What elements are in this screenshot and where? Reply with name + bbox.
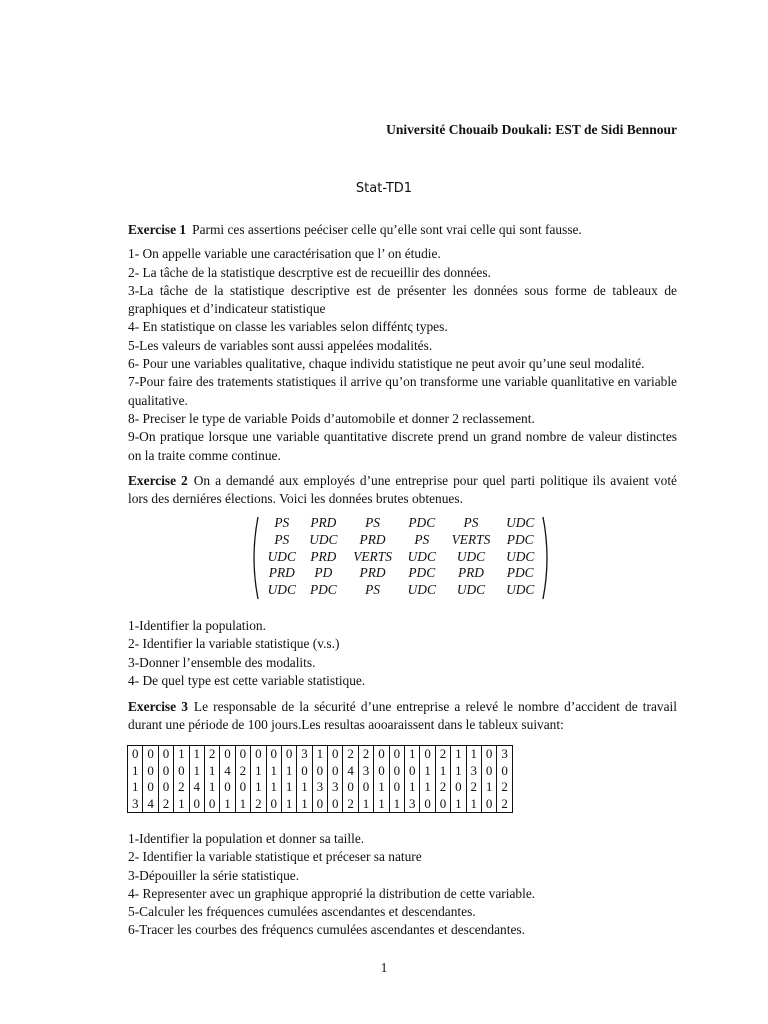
- matrix-row: [261, 582, 541, 599]
- grid-cell: 0: [497, 763, 512, 780]
- matrix-cell: UDC: [506, 582, 535, 598]
- grid-cell: 0: [420, 796, 435, 813]
- grid-cell: 1: [358, 796, 373, 813]
- exercise-1-item: 9-On pratique lorsque une variable quantitative discrete prend un grand nombre de valeur distinctes on la traite comme continue.: [128, 429, 677, 463]
- grid-cell: 0: [143, 779, 158, 796]
- exercise-3-questions: [128, 830, 677, 940]
- grid-cell: 0: [143, 746, 158, 763]
- grid-row: [128, 746, 513, 763]
- grid-cell: 0: [420, 746, 435, 763]
- grid-cell: 2: [158, 796, 173, 813]
- grid-cell: 1: [374, 796, 389, 813]
- matrix-cell: PS: [365, 515, 380, 530]
- grid-cell: 1: [220, 796, 235, 813]
- grid-cell: 1: [189, 746, 204, 763]
- grid-cell: 2: [497, 796, 512, 813]
- exercise-3: [128, 698, 677, 735]
- matrix-cell: PRD: [359, 531, 386, 547]
- exercise-1-item: 8- Preciser le type de variable Poids d’automobile et donner 2 reclassement.: [128, 410, 535, 426]
- grid-cell: 2: [497, 779, 512, 796]
- matrix-cell: PRD: [310, 515, 337, 530]
- grid-cell: 0: [235, 746, 250, 763]
- grid-cell: 1: [204, 763, 219, 780]
- matrix-cell: PD: [314, 565, 333, 581]
- exercise-1-item: 6- Pour une variables qualitative, chaque individu statistique ne peut avoir qu’une seul modalité.: [128, 356, 645, 372]
- grid-row: [128, 779, 513, 796]
- exercise-2: [128, 472, 677, 509]
- grid-cell: 0: [481, 763, 496, 780]
- exercise-2-question: 1-Identifier la population.: [128, 618, 266, 633]
- matrix-cell: UDC: [506, 515, 535, 530]
- exercise-3-title: Exercise 3: [128, 699, 188, 714]
- grid-cell: 1: [451, 763, 466, 780]
- exercise-1-item: 3-La tâche de la statistique descriptive est de présenter les données sous forme de tableaux de graphiques et d’indicateur statistique: [128, 282, 677, 317]
- grid-cell: 1: [420, 779, 435, 796]
- grid-cell: 1: [481, 779, 496, 796]
- exercise-3-intro: Exercise 3 Le responsable de la sécurité d’une entreprise a relevé le nombre d’accident de travail durant une période de 100 jours.Les resultas aooaraissent dans le tableux suivant:: [128, 699, 677, 733]
- matrix-cell: PS: [274, 515, 290, 530]
- grid-cell: 1: [405, 779, 420, 796]
- exercise-1-item: 7-Pour faire des tratements statistiques il arrive qu’on transforme une variable quanlitative en variable qualitative.: [128, 374, 677, 408]
- grid-cell: 0: [189, 796, 204, 813]
- matrix-cell: UDC: [309, 531, 338, 547]
- grid-cell: 2: [435, 746, 450, 763]
- matrix-cell: UDC: [407, 582, 436, 598]
- grid-cell: 1: [251, 779, 266, 796]
- grid-cell: 2: [174, 779, 189, 796]
- grid-cell: 4: [143, 796, 158, 813]
- grid-cell: 1: [297, 779, 312, 796]
- grid-row: [128, 763, 513, 780]
- document-subtitle: Stat-TD1: [355, 181, 413, 196]
- exercise-3-question: 6-Tracer les courbes des fréquencs cumulées ascendantes et descendantes.: [128, 922, 525, 938]
- grid-cell: 0: [220, 746, 235, 763]
- grid-cell: 0: [312, 763, 327, 780]
- grid-cell: 1: [174, 796, 189, 813]
- grid-cell: 2: [343, 746, 358, 763]
- matrix-cell: UDC: [456, 548, 486, 564]
- grid-cell: 2: [358, 746, 373, 763]
- grid-cell: 1: [189, 763, 204, 780]
- university-header: Université Chouaib Doukali: EST de Sidi Bennour: [386, 122, 677, 137]
- grid-cell: 1: [466, 796, 481, 813]
- grid-cell: 0: [343, 779, 358, 796]
- matrix-cell: PDC: [408, 565, 436, 581]
- grid-cell: 2: [204, 746, 219, 763]
- grid-cell: 1: [266, 779, 281, 796]
- grid-cell: 0: [158, 746, 173, 763]
- grid-cell: 3: [405, 796, 420, 813]
- grid-cell: 1: [466, 746, 481, 763]
- grid-cell: 2: [435, 779, 450, 796]
- grid-cell: 1: [312, 746, 327, 763]
- matrix-cell: PRD: [359, 565, 386, 581]
- grid-cell: 2: [235, 763, 250, 780]
- grid-cell: 0: [297, 763, 312, 780]
- grid-cell: 1: [451, 746, 466, 763]
- grid-cell: 3: [312, 779, 327, 796]
- grid-row: [128, 796, 513, 813]
- matrix-cell: UDC: [506, 548, 535, 564]
- grid-cell: 1: [235, 796, 250, 813]
- grid-cell: 1: [174, 746, 189, 763]
- matrix-table: [261, 515, 541, 599]
- exercise-1-item: 1- On appelle variable une caractérisation que l’ on étudie.: [128, 246, 441, 262]
- grid-cell: 4: [220, 763, 235, 780]
- grid-cell: 0: [220, 779, 235, 796]
- exercise-1-title: Exercise 1: [128, 222, 187, 237]
- matrix-cell: UDC: [407, 548, 436, 564]
- grid-cell: 0: [481, 796, 496, 813]
- exercise-2-question: 2- Identifier la variable statistique (v.s.): [128, 636, 340, 652]
- exercise-3-question: 2- Identifier la variable statistique et préceser sa nature: [128, 849, 422, 865]
- grid-cell: 1: [374, 779, 389, 796]
- grid-cell: 1: [435, 763, 450, 780]
- matrix-cell: PDC: [506, 565, 534, 581]
- exercise-3-question: 1-Identifier la population et donner sa taille.: [128, 831, 365, 846]
- grid-cell: 1: [251, 763, 266, 780]
- grid-cell: 1: [266, 763, 281, 780]
- exercise-3-question: 5-Calculer les fréquences cumulées ascendantes et descendantes.: [128, 904, 476, 920]
- grid-cell: 3: [328, 779, 343, 796]
- grid-cell: 1: [297, 796, 312, 813]
- matrix-cell: PRD: [268, 565, 295, 581]
- grid-cell: 2: [343, 796, 358, 813]
- grid-cell: 0: [451, 779, 466, 796]
- grid-cell: 1: [420, 763, 435, 780]
- exercise-2-title: Exercise 2: [128, 473, 188, 488]
- grid-cell: 3: [358, 763, 373, 780]
- grid-cell: 1: [281, 796, 296, 813]
- matrix-cell: VERTS: [451, 531, 491, 547]
- matrix-cell: PRD: [310, 548, 337, 564]
- accident-grid: [127, 745, 513, 813]
- grid-cell: 3: [466, 763, 481, 780]
- matrix-cell: PDC: [309, 582, 337, 598]
- exercise-1-item: 5-Les valeurs de variables sont aussi appelées modalités.: [128, 337, 433, 353]
- grid-cell: 4: [343, 763, 358, 780]
- grid-cell: 0: [374, 746, 389, 763]
- grid-cell: 0: [328, 746, 343, 763]
- grid-cell: 2: [251, 796, 266, 813]
- grid-cell: 0: [204, 796, 219, 813]
- grid-cell: 0: [312, 796, 327, 813]
- grid-cell: 1: [281, 779, 296, 796]
- grid-cell: 0: [389, 779, 404, 796]
- vote-matrix: [249, 515, 552, 601]
- grid-cell: 1: [128, 779, 143, 796]
- matrix-row: [261, 515, 541, 532]
- grid-cell: 0: [481, 746, 496, 763]
- matrix-row: [261, 565, 541, 582]
- grid-cell: 0: [328, 796, 343, 813]
- grid-cell: 0: [405, 763, 420, 780]
- grid-cell: 0: [281, 746, 296, 763]
- exercise-1-item: 2- La tâche de la statistique descrptive est de recueillir des données.: [128, 264, 491, 280]
- exercise-1: [128, 221, 677, 465]
- accident-table: [127, 745, 513, 813]
- matrix-row: [261, 532, 541, 549]
- matrix-cell: UDC: [267, 548, 296, 564]
- grid-cell: 1: [405, 746, 420, 763]
- matrix-cell: PRD: [457, 565, 484, 581]
- matrix-cell: PS: [463, 515, 479, 530]
- grid-cell: 0: [128, 746, 143, 763]
- grid-cell: 3: [297, 746, 312, 763]
- grid-cell: 0: [266, 796, 281, 813]
- matrix-cell: UDC: [267, 582, 296, 598]
- exercise-1-item: 4- En statistique on classe les variables selon difféntς types.: [128, 319, 448, 335]
- grid-cell: 1: [281, 763, 296, 780]
- grid-cell: 1: [451, 796, 466, 813]
- grid-cell: 0: [389, 763, 404, 780]
- grid-cell: 0: [158, 779, 173, 796]
- matrix-row: [261, 549, 541, 566]
- matrix-cell: PS: [274, 531, 290, 547]
- grid-cell: 0: [158, 763, 173, 780]
- matrix-cell: VERTS: [353, 548, 392, 564]
- exercise-2-question: 4- De quel type est cette variable statistique.: [128, 672, 366, 688]
- grid-cell: 0: [389, 746, 404, 763]
- grid-cell: 0: [435, 796, 450, 813]
- exercise-2-question: 3-Donner l’ensemble des modalits.: [128, 654, 316, 670]
- matrix-cell: PS: [365, 582, 380, 598]
- exercise-1-items: [128, 245, 677, 465]
- matrix-cell: PDC: [408, 515, 436, 530]
- grid-cell: 0: [358, 779, 373, 796]
- exercise-3-question: 3-Dépouiller la série statistique.: [128, 867, 300, 883]
- grid-cell: 1: [389, 796, 404, 813]
- grid-cell: 0: [174, 763, 189, 780]
- grid-cell: 0: [251, 746, 266, 763]
- page-number: 1: [380, 960, 388, 975]
- grid-cell: 0: [328, 763, 343, 780]
- grid-cell: 1: [204, 779, 219, 796]
- grid-cell: 4: [189, 779, 204, 796]
- matrix-cell: PS: [414, 531, 430, 547]
- matrix-cell: UDC: [456, 582, 486, 598]
- exercise-2-questions: [128, 617, 677, 690]
- exercise-3-question: 4- Representer avec un graphique approprié la distribution de cette variable.: [128, 885, 536, 901]
- grid-cell: 3: [128, 796, 143, 813]
- exercise-1-intro: Exercise 1 Parmi ces assertions peéciser celle qu’elle sont vrai celle qui sont fausse.: [128, 222, 582, 237]
- matrix-cell: PDC: [506, 531, 534, 547]
- grid-cell: 1: [128, 763, 143, 780]
- grid-cell: 0: [143, 763, 158, 780]
- grid-cell: 0: [235, 779, 250, 796]
- grid-cell: 0: [266, 746, 281, 763]
- grid-cell: 3: [497, 746, 512, 763]
- grid-cell: 0: [374, 763, 389, 780]
- exercise-2-intro: Exercise 2 On a demandé aux employés d’une entreprise pour quel parti politique ils avaient voté lors des derniéres élections. Voici les données brutes obtenues.: [128, 473, 677, 507]
- grid-cell: 2: [466, 779, 481, 796]
